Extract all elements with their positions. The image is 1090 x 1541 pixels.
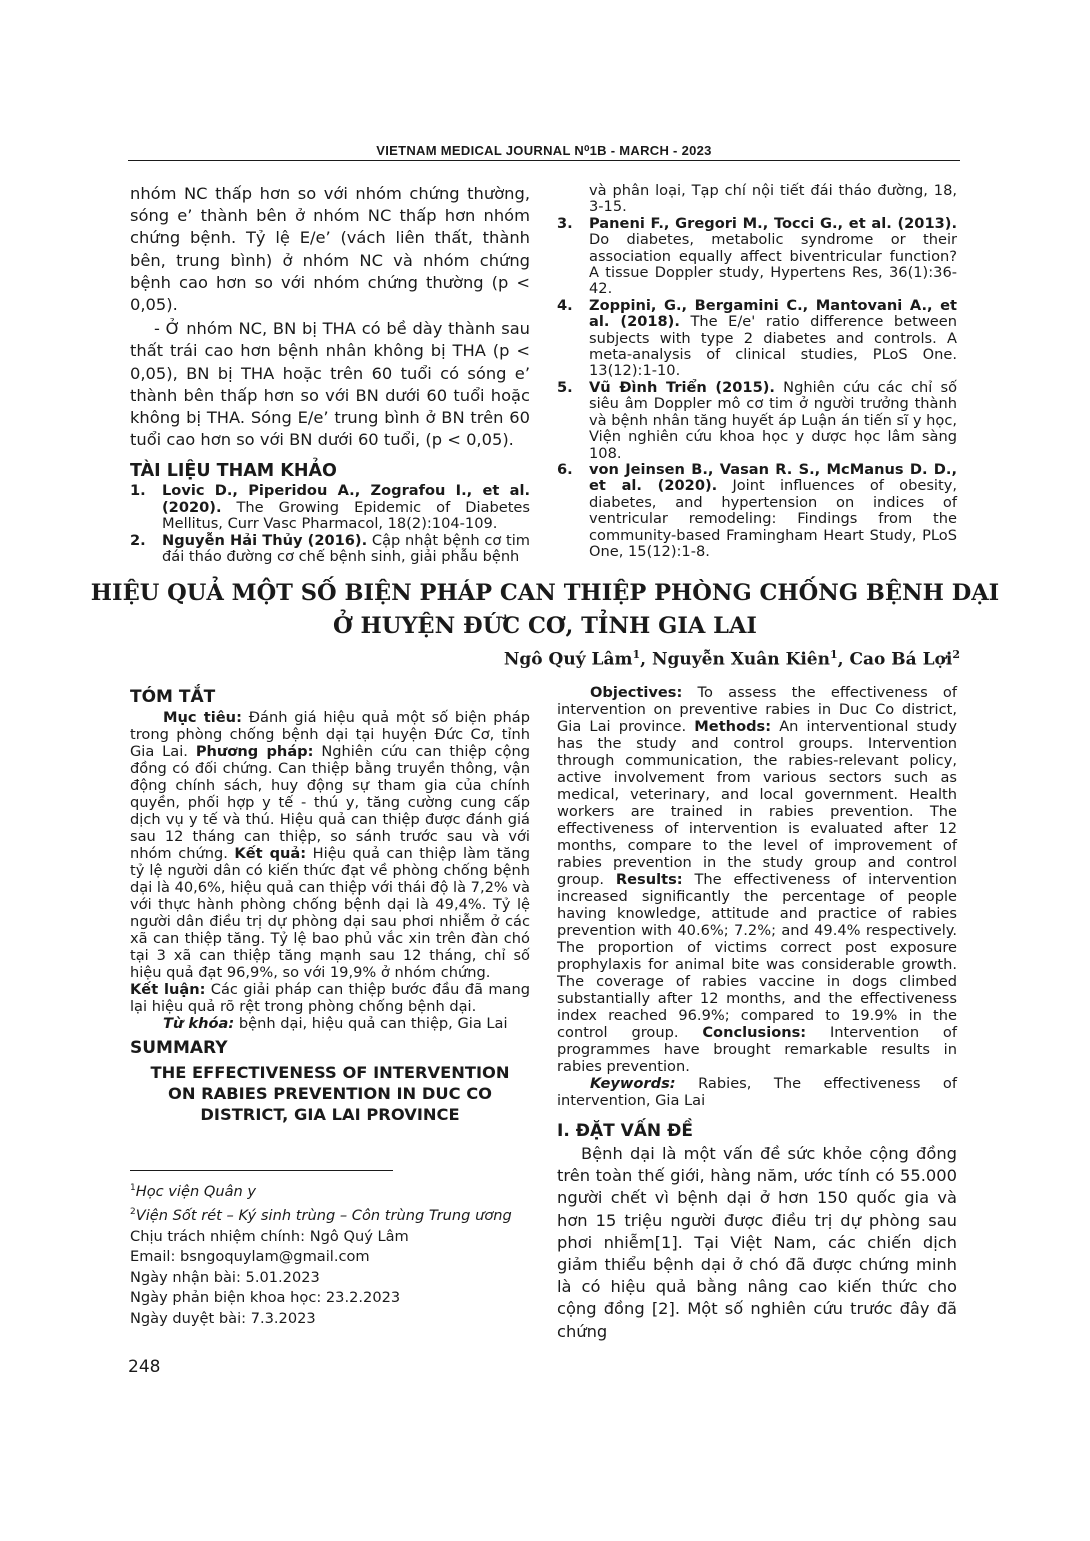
reference-number: 3. bbox=[557, 214, 573, 232]
results-text: The effectiveness of intervention increased significantly the percentage of people having knowledge, attitude and practice of rabies prevention with 40.6%; 7.2%; and 49.4% respectively. The proportion of victims correct post exposure prophylaxis for animal bite was considerable growth. The coverage of rabies vaccine in dogs climbed substantially after 12 months, and the effectiveness index reached 96.9%; compared to 19.9% in the control group. bbox=[557, 871, 958, 1041]
conclusions-text: Intervention of programmes have brought remarkable results in rabies prevention. bbox=[557, 1024, 958, 1075]
reference-authors: Vũ Đình Triển (2015). bbox=[589, 378, 775, 396]
conclusion-paragraph-2: - Ở nhóm NC, BN bị THA có bề dày thành sau thất trái cao hơn bệnh nhân không bị THA (p < 0,05), BN bị THA hoặc trên 60 tuổi có sóng e’ thành bên thấp hơn so với BN dưới 60 tuổi hoặc không bị THA. Sóng E/e’ trung bình ở BN trên 60 tuổi cao hơn so với BN dưới 60 tuổi, (p < 0,05). bbox=[130, 319, 530, 450]
reference-item bbox=[130, 483, 530, 532]
abstract-en-body bbox=[557, 684, 957, 1075]
reference-number: 4. bbox=[557, 296, 573, 314]
results-label: Results: bbox=[615, 871, 683, 888]
corresponding-author: Chịu trách nhiệm chính: Ngô Quý Lâm bbox=[130, 1227, 409, 1245]
reference-number: 6. bbox=[557, 460, 573, 478]
conclusions-label: Conclusions: bbox=[702, 1024, 807, 1041]
author-email: Email: bsngoquylam@gmail.com bbox=[130, 1248, 370, 1266]
running-head: VIETNAM MEDICAL JOURNAL N⁰1B - MARCH - 2023 bbox=[376, 143, 712, 158]
affiliation-marker: 2 bbox=[130, 1207, 136, 1218]
reference-item bbox=[130, 533, 530, 566]
keywords-en bbox=[557, 1075, 957, 1109]
method-label: Phương pháp: bbox=[195, 743, 314, 760]
reference-number: 5. bbox=[557, 378, 573, 396]
affiliation-1 bbox=[130, 1178, 550, 1202]
result-text: Hiệu quả can thiệp làm tăng tỷ lệ người dân có kiến thức đạt về phòng chống bệnh dại là 40,6%, hiệu quả can thiệp với thái độ là 7,2% và với thực hành phòng chống bệnh dại là 49,4%. Tỷ lệ người dân điều trị dự phòng dại sau phơi nhiễm ở các xã can thiệp tăng. Tỷ lệ bao phủ vắc xin trên đàn chó tại 3 xã can thiệp tăng mạnh sau 12 tháng, chỉ số hiệu quả đạt 96,9%, so với 19,9% ở nhóm chứng. bbox=[130, 845, 530, 981]
footnote-rule bbox=[130, 1170, 393, 1171]
references-heading: TÀI LIỆU THAM KHẢO bbox=[130, 461, 337, 482]
affiliation-text: Học viện Quân y bbox=[135, 1182, 257, 1200]
affiliation-text: Viện Sốt rét – Ký sinh trùng – Côn trùng Trung ương bbox=[135, 1207, 512, 1225]
summary-heading: SUMMARY bbox=[130, 1038, 228, 1058]
methods-label: Methods: bbox=[694, 718, 772, 735]
intro-paragraph: Bệnh dại là một vấn đề sức khỏe cộng đồng trên toàn thế giới, hàng năm, ước tính có 55.000 người chết vì bệnh dại ở hơn 150 quốc gia và hơn 15 triệu người được điều trị dự phòng sau phơi nhiễm[1]. Tại Việt Nam, các chiến dịch giảm thiểu bệnh dại ở chó đã được chứng minh là có hiệu quả bằng nâng cao kiến thức cho cộng đồng [2]. Một số nghiên cứu trước đây đã chứng bbox=[557, 1144, 957, 1341]
reference-authors: Lovic D., Piperidou A., Zografou I., et al. (2020). bbox=[162, 482, 530, 516]
keywords-label: Từ khóa: bbox=[163, 1015, 235, 1032]
keywords-text: Rabies, The effectiveness of intervention, Gia Lai bbox=[557, 1075, 957, 1109]
abstract-left-column bbox=[130, 687, 530, 1125]
reference-text: và phân loại, Tạp chí nội tiết đái tháo đường, 18, 3-15. bbox=[589, 182, 957, 216]
objective-text: Đánh giá hiệu quả một số biện pháp trong phòng chống bệnh dại tại huyện Đức Cơ, tỉnh Gia Lai. bbox=[130, 709, 531, 760]
article-title-line-1: HIỆU QUẢ MỘT SỐ BIỆN PHÁP CAN THIỆP PHÒNG CHỐNG BỆNH DẠI bbox=[90, 580, 1000, 606]
keywords-text: bệnh dại, hiệu quả can thiệp, Gia Lai bbox=[234, 1015, 508, 1032]
keywords-vi bbox=[130, 1015, 530, 1032]
affiliation-2 bbox=[130, 1202, 550, 1226]
author-name: Nguyễn Xuân Kiên bbox=[651, 649, 830, 670]
reference-text: The E/e' ratio difference between subjects with type 2 diabetes and controls. A meta-analysis of clinical studies, PLoS One. 13(12):1-10. bbox=[589, 313, 957, 380]
affiliation-marker: 1 bbox=[829, 648, 838, 661]
reference-continuation bbox=[557, 183, 957, 216]
conclusion-text: Các giải pháp can thiệp bước đầu đã mang lại hiệu quả rõ rệt trong phòng chống bệnh dại. bbox=[130, 981, 530, 1015]
reference-authors: Paneni F., Gregori M., Tocci G., et al. (2013). bbox=[589, 214, 957, 232]
affiliation-marker: 1 bbox=[130, 1183, 136, 1193]
article-title-line-2: Ở HUYỆN ĐỨC CƠ, TỈNH GIA LAI bbox=[333, 613, 757, 639]
reference-number: 1. bbox=[130, 482, 146, 500]
page-number: 248 bbox=[128, 1357, 161, 1377]
author-list: Ngô Quý Lâm$^1$, Nguyễn Xuân Kiên$^1$, Cao Bá Lợi$^2$ bbox=[503, 648, 960, 670]
reference-item bbox=[557, 380, 957, 462]
reference-text: Joint influences of obesity, diabetes, and hypertension on indices of ventricular remodeling: Findings from the community-based Framingham Heart Study, PLoS One, 15(12):1-8. bbox=[589, 477, 957, 560]
abstract-right-column bbox=[557, 684, 957, 1343]
reference-text: Nghiên cứu các chỉ số siêu âm Doppler mô cơ tim ở người trưởng thành và bệnh nhân tăng huyết áp Luận án tiến sĩ y học, Viện nghiên cứu khoa học y dược học lâm sàng 108. bbox=[589, 378, 958, 462]
conclusion-vi bbox=[130, 981, 530, 1015]
top-left-column bbox=[130, 183, 530, 565]
conclusion-paragraph-1: nhóm NC thấp hơn so với nhóm chứng thường, sóng e’ thành bên ở nhóm NC thấp hơn nhóm chứng bệnh. Tỷ lệ E/e’ (vách liên thất, thành bên, trung bình) ở nhóm NC và nhóm chứng bệnh cao hơn so với nhóm chứng thường (p < 0,05). bbox=[130, 184, 530, 315]
reference-item bbox=[557, 216, 957, 298]
reference-text: Do diabetes, metabolic syndrome or their association equally affect biventricular function? A tissue Doppler study, Hypertens Res, 36(1):36-42. bbox=[589, 231, 957, 298]
author-name: Ngô Quý Lâm bbox=[503, 649, 633, 670]
reference-number: 2. bbox=[130, 531, 146, 549]
abstract-heading: TÓM TẮT bbox=[130, 687, 216, 707]
method-text: Nghiên cứu can thiệp cộng đồng có đối chứng. Can thiệp bằng truyền thông, vận động chính sách, huy động sự tham gia của chính quyền, phối hợp y tế - thú y, tăng cường cung cấp dịch vụ y tế và thú. Hiệu quả can thiệp được đánh giá sau 12 tháng can thiệp, so sánh trước sau và với nhóm chứng. bbox=[130, 743, 530, 862]
article-title bbox=[60, 577, 1030, 643]
result-label: Kết quả: bbox=[234, 845, 307, 862]
intro-heading: I. ĐẶT VẤN ĐỀ bbox=[557, 1121, 693, 1141]
summary-title: THE EFFECTIVENESS OF INTERVENTION ON RABIES PREVENTION IN DUC CO DISTRICT, GIA LAI PROVINCE bbox=[150, 1063, 510, 1124]
reviewed-date: Ngày phản biện khoa học: 23.2.2023 bbox=[130, 1289, 401, 1307]
accepted-date: Ngày duyệt bài: 7.3.2023 bbox=[130, 1309, 316, 1327]
methods-text: An interventional study has the study and control groups. Intervention through communication, the rabies-relevant policy, active involvement from various sectors such as medical, veterinary, and local government. Health workers are trained in rabies prevention. The effectiveness of intervention is evaluated after 12 months, compare to the level of improvement of rabies prevention in the study group and control group. bbox=[557, 718, 957, 888]
objective-label: Mục tiêu: bbox=[163, 709, 242, 726]
header-rule bbox=[128, 160, 960, 161]
abstract-vi-body bbox=[130, 709, 530, 981]
affiliation-marker: 1 bbox=[632, 648, 641, 661]
author-name: Cao Bá Lợi bbox=[849, 649, 953, 670]
reference-authors: Zoppini, G., Bergamini C., Mantovani A., et al. (2018). bbox=[589, 296, 957, 331]
footnotes bbox=[130, 1178, 550, 1329]
keywords-label: Keywords: bbox=[590, 1075, 676, 1092]
objectives-text: To assess the effectiveness of intervention on preventive rabies in Duc Co district, Gia Lai province. bbox=[557, 684, 957, 735]
conclusion-label: Kết luận: bbox=[130, 981, 206, 998]
reference-item bbox=[557, 298, 957, 380]
reference-item bbox=[557, 462, 957, 560]
top-right-column bbox=[557, 183, 957, 560]
received-date: Ngày nhận bài: 5.01.2023 bbox=[130, 1268, 320, 1286]
objectives-label: Objectives: bbox=[590, 684, 683, 701]
affiliation-marker: 2 bbox=[952, 648, 960, 661]
reference-authors: Nguyễn Hải Thủy (2016). bbox=[162, 531, 368, 549]
reference-text: Cập nhật bệnh cơ tim đái tháo đường cơ chế bệnh sinh, giải phẫu bệnh bbox=[162, 531, 530, 566]
reference-authors: von Jeinsen B., Vasan R. S., McManus D. D., et al. (2020). bbox=[589, 460, 957, 495]
reference-text: The Growing Epidemic of Diabetes Mellitus, Curr Vasc Pharmacol, 18(2):104-109. bbox=[162, 498, 530, 533]
